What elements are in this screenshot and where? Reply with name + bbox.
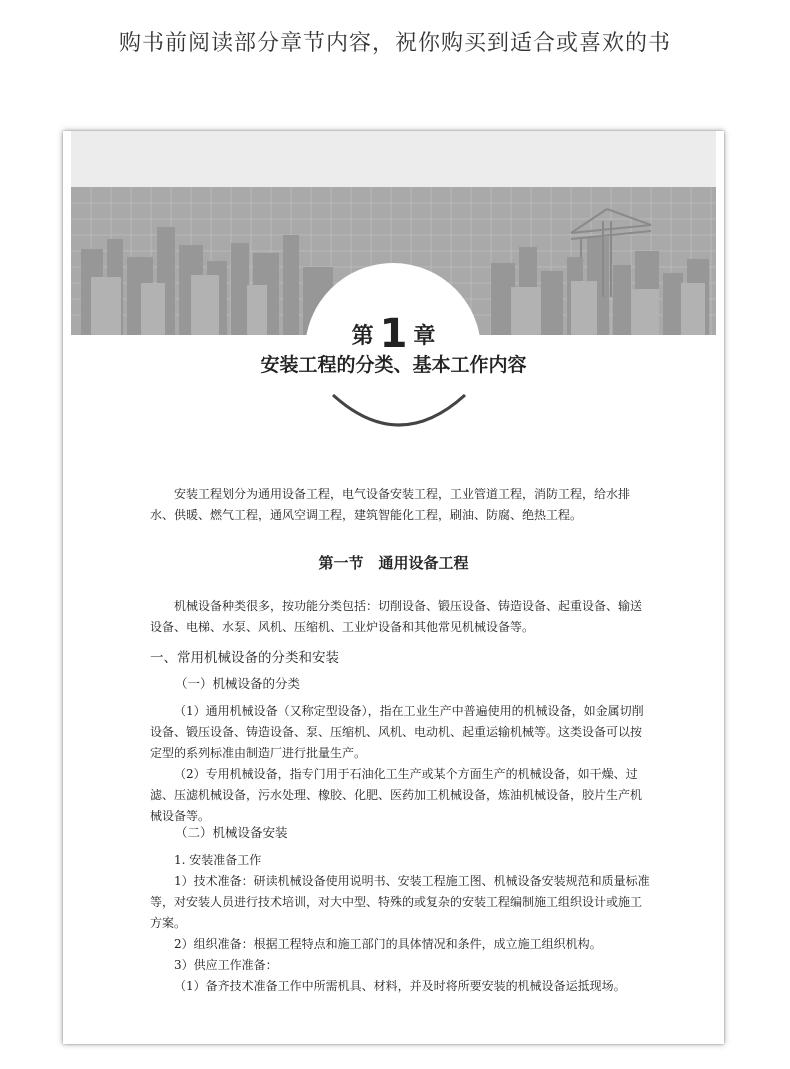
decorative-arc bbox=[329, 393, 469, 427]
list-line-1: 1. 安装准备工作 bbox=[174, 853, 262, 867]
intro-paragraph: 安装工程划分为通用设备工程，电气设备安装工程，工业管道工程，消防工程，给水排水、供暖、燃气工程，通风空调工程，建筑智能化工程，刷油、防腐、绝热工程。 bbox=[150, 487, 631, 522]
chapter-num: 1 bbox=[379, 311, 408, 357]
subheading-classification: （一）机械设备的分类 bbox=[175, 676, 301, 691]
page-banner-text: 购书前阅读部分章节内容，祝你购买到适合或喜欢的书 bbox=[118, 31, 671, 56]
book-page bbox=[63, 131, 724, 1044]
heading-level-1: 一、常用机械设备的分类和安装 bbox=[150, 650, 339, 666]
section-intro-paragraph: 机械设备种类很多，按功能分类包括：切削设备、锻压设备、铸造设备、起重设备、输送设备、电梯、水泵、风机、压缩机、工业炉设备和其他常见机械设备等。 bbox=[150, 599, 643, 634]
section-intro bbox=[150, 596, 650, 638]
classification-text bbox=[150, 701, 650, 827]
header-strip bbox=[71, 131, 716, 187]
chapter-prefix: 第 bbox=[351, 324, 374, 349]
list-line-2: 1）技术准备：研读机械设备使用说明书、安装工程施工图、机械设备安装规范和质量标准等，对安装人员进行技术培训，对大中型、特殊的或复杂的安装工程编制施工组织设计或施工方案。 bbox=[150, 874, 650, 930]
list-line-4: 3）供应工作准备： bbox=[174, 958, 278, 972]
list-line-3: 2）组织准备：根据工程特点和施工部门的具体情况和条件，成立施工组织机构。 bbox=[174, 937, 602, 951]
installation-text bbox=[150, 850, 650, 997]
paragraph-special-equipment: （2）专用机械设备，指专门用于石油化工生产或某个方面生产的机械设备，如干燥、过滤、压滤机械设备，污水处理、橡胶、化肥、医药加工机械设备，炼油机械设备，胶片生产机械设备等。 bbox=[150, 767, 643, 823]
chapter-intro bbox=[150, 484, 650, 526]
paragraph-general-equipment: （1）通用机械设备（又称定型设备），指在工业生产中普遍使用的机械设备，如金属切削设备、锻压设备、铸造设备、泵、压缩机、风机、电动机、起重运输机械等。这类设备可以按定型的系列标准由制造厂进行批量生产。 bbox=[150, 704, 644, 760]
chapter-suffix: 章 bbox=[413, 324, 436, 349]
section-title: 第一节 通用设备工程 bbox=[318, 554, 469, 572]
list-line-5: （1）备齐技术准备工作中所需机具、材料，并及时将所要安装的机械设备运抵现场。 bbox=[174, 979, 626, 993]
chapter-title: 安装工程的分类、基本工作内容 bbox=[260, 354, 527, 376]
subheading-installation: （二）机械设备安装 bbox=[175, 825, 288, 840]
